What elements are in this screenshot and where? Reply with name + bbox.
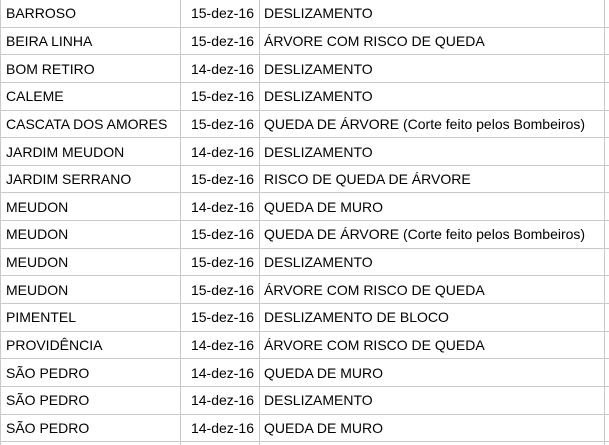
cell-date[interactable]: 14-dez-16 bbox=[181, 387, 260, 414]
cell-event[interactable]: QUEDA DE ÁRVORE (Corte feito pelos Bombeiros) bbox=[260, 111, 605, 138]
cell-extra[interactable] bbox=[605, 276, 609, 303]
table-row bbox=[0, 332, 609, 360]
cell-event[interactable]: DESLIZAMENTO DE BLOCO bbox=[260, 304, 605, 331]
cell-event[interactable]: QUEDA DE ÁRVORE (Corte feito pelos Bombeiros) bbox=[260, 221, 605, 248]
cell-event[interactable]: QUEDA DE MURO bbox=[260, 359, 605, 386]
cell-location[interactable]: MEUDON bbox=[0, 193, 181, 220]
cell-extra[interactable] bbox=[605, 415, 609, 442]
cell-extra[interactable] bbox=[605, 83, 609, 110]
cell-extra[interactable] bbox=[605, 55, 609, 82]
cell-event[interactable]: DESLIZAMENTO bbox=[260, 83, 605, 110]
table-row bbox=[0, 359, 609, 387]
cell-location[interactable]: BARROSO bbox=[0, 0, 181, 27]
table-row bbox=[0, 0, 609, 28]
cell-date[interactable]: 15-dez-16 bbox=[181, 0, 260, 27]
cell-location[interactable]: JARDIM SERRANO bbox=[0, 166, 181, 193]
cell-extra[interactable] bbox=[605, 249, 609, 276]
table-row bbox=[0, 276, 609, 304]
table-row bbox=[0, 55, 609, 83]
cell-location[interactable]: MEUDON bbox=[0, 249, 181, 276]
cell-date[interactable]: 14-dez-16 bbox=[181, 415, 260, 442]
cell-date[interactable]: 15-dez-16 bbox=[181, 221, 260, 248]
cell-date[interactable]: 15-dez-16 bbox=[181, 83, 260, 110]
table-row bbox=[0, 111, 609, 139]
cell-location[interactable]: BOM RETIRO bbox=[0, 55, 181, 82]
cell-location[interactable]: MEUDON bbox=[0, 221, 181, 248]
table-row bbox=[0, 415, 609, 443]
cell-event[interactable]: DESLIZAMENTO bbox=[260, 387, 605, 414]
cell-extra[interactable] bbox=[605, 332, 609, 359]
cell-extra[interactable] bbox=[605, 221, 609, 248]
cell-event[interactable]: DESLIZAMENTO bbox=[260, 249, 605, 276]
table-row bbox=[0, 387, 609, 415]
cell-date[interactable]: 15-dez-16 bbox=[181, 304, 260, 331]
cell-event[interactable]: DESLIZAMENTO bbox=[260, 0, 605, 27]
cell-event[interactable]: DESLIZAMENTO bbox=[260, 138, 605, 165]
cell-location[interactable]: CASCATA DOS AMORES bbox=[0, 111, 181, 138]
cell-extra[interactable] bbox=[605, 193, 609, 220]
cell-event[interactable]: ÁRVORE COM RISCO DE QUEDA bbox=[260, 332, 605, 359]
cell-extra[interactable] bbox=[605, 304, 609, 331]
cell-location[interactable]: SÃO PEDRO bbox=[0, 387, 181, 414]
table-row bbox=[0, 193, 609, 221]
cell-date[interactable]: 15-dez-16 bbox=[181, 249, 260, 276]
table-row bbox=[0, 138, 609, 166]
cell-event[interactable]: RISCO DE QUEDA DE ÁRVORE bbox=[260, 166, 605, 193]
table-row bbox=[0, 83, 609, 111]
table-row bbox=[0, 166, 609, 194]
cell-date[interactable]: 15-dez-16 bbox=[181, 111, 260, 138]
cell-extra[interactable] bbox=[605, 166, 609, 193]
cell-date[interactable]: 14-dez-16 bbox=[181, 193, 260, 220]
cell-location[interactable]: JARDIM MEUDON bbox=[0, 138, 181, 165]
cell-extra[interactable] bbox=[605, 359, 609, 386]
cell-extra[interactable] bbox=[605, 138, 609, 165]
cell-location[interactable]: BEIRA LINHA bbox=[0, 28, 181, 55]
cell-event[interactable]: ÁRVORE COM RISCO DE QUEDA bbox=[260, 28, 605, 55]
table-row bbox=[0, 249, 609, 277]
cell-event[interactable]: QUEDA DE MURO bbox=[260, 415, 605, 442]
cell-date[interactable]: 14-dez-16 bbox=[181, 332, 260, 359]
cell-extra[interactable] bbox=[605, 111, 609, 138]
table-row bbox=[0, 304, 609, 332]
cell-date[interactable]: 15-dez-16 bbox=[181, 166, 260, 193]
table-row bbox=[0, 221, 609, 249]
cell-date[interactable]: 14-dez-16 bbox=[181, 138, 260, 165]
cell-location[interactable]: PROVIDÊNCIA bbox=[0, 332, 181, 359]
cell-extra[interactable] bbox=[605, 387, 609, 414]
cell-location[interactable]: CALEME bbox=[0, 83, 181, 110]
cell-event[interactable]: DESLIZAMENTO bbox=[260, 55, 605, 82]
cell-event[interactable]: QUEDA DE MURO bbox=[260, 193, 605, 220]
cell-extra[interactable] bbox=[605, 0, 609, 27]
cell-date[interactable]: 14-dez-16 bbox=[181, 359, 260, 386]
cell-event[interactable]: ÁRVORE COM RISCO DE QUEDA bbox=[260, 276, 605, 303]
cell-date[interactable]: 15-dez-16 bbox=[181, 276, 260, 303]
cell-date[interactable]: 15-dez-16 bbox=[181, 28, 260, 55]
cell-location[interactable]: MEUDON bbox=[0, 276, 181, 303]
cell-location[interactable]: SÃO PEDRO bbox=[0, 359, 181, 386]
table-row bbox=[0, 28, 609, 56]
cell-location[interactable]: SÃO PEDRO bbox=[0, 415, 181, 442]
cell-location[interactable]: PIMENTEL bbox=[0, 304, 181, 331]
cell-date[interactable]: 14-dez-16 bbox=[181, 55, 260, 82]
cell-extra[interactable] bbox=[605, 28, 609, 55]
